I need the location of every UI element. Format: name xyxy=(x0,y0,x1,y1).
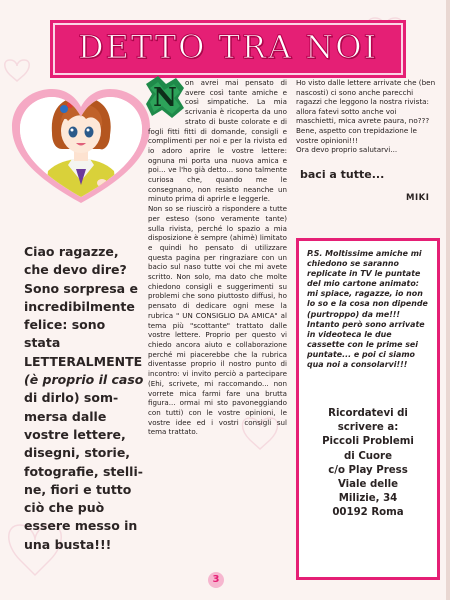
intro-line: che devo dire? xyxy=(24,262,127,278)
intro-line: LETTERALMENTE xyxy=(24,353,143,369)
address-line: Piccoli Problemi xyxy=(322,436,414,448)
article-right-column xyxy=(296,78,436,155)
mailing-address xyxy=(303,407,433,521)
intro-line: Ciao ragazze, xyxy=(24,244,119,259)
intro-text xyxy=(24,243,144,554)
intro-line: di dirlo) som- xyxy=(24,390,119,406)
article-middle-column xyxy=(148,78,287,437)
intro-line: fotografie, stelli- xyxy=(24,463,143,479)
article-paragraph: Ora devo proprio salutarvi... xyxy=(296,145,398,155)
intro-line: ne, fiori e tutto xyxy=(24,481,132,497)
intro-line: felice: sono stata xyxy=(24,317,106,351)
dropcap-letter: N xyxy=(153,83,177,113)
article-paragraph: on avrei mai pensato di avere così tante amiche e così simpatiche. La mia scrivania è ricoperta da uno strato di buste colorate e di fogli fitti fitti di domande, consigli e complimenti per noi e per la rivista ed io adoro aprire le vostre lettere: ognuna mi porta una nuova amica e poi... ve l'ho già detto... sono talmente curiosa che, quando me le consegnano, non resisto neanche un minuto prima di aprirle e leggerle. xyxy=(148,78,287,204)
address-line: di Cuore xyxy=(344,450,392,462)
intro-line: incredibilmente xyxy=(24,298,135,314)
address-line: c/o Play Press xyxy=(328,464,408,476)
article-paragraph: Non so se riuscirò a rispondere a tutte per esteso (sono veramente tante) sulla rivista, perché lo spazio a mia disposizione è sempre (ahimè) limitato e quindi ho pensato di utilizzare questa pagina per ringraziare con un bacio sul naso tutte voi che mi avete scritto. Non solo, ma dato che molte chiedono consigli e suggerimenti su problemi che sono piuttosto diffusi, ho pensato di dedicare ogni mese la rubrica " UN CONSIGLIO DA AMICA" al tema più "scottante" trattato dalle vostre lettere. Proprio per questo vi chiedo ancora aiuto e collaborazione perché mi piacerebbe che la rubrica diventasse proprio il nostro punto di incontro: vi invito perciò a partecipare (Ehi, scrivete, mi raccomando... non vorrete mica farmi fare una brutta figura... ormai mi sto pavoneggiando con tutti) con le vostre opinioni, le vostre idee ed i vostri consigli sul tema trattato. xyxy=(148,204,287,437)
title-banner xyxy=(50,20,406,78)
intro-line: essere messo in xyxy=(24,518,138,534)
ps-box xyxy=(296,238,440,580)
dropcap xyxy=(148,78,182,118)
page-title: DETTO TRA NOI xyxy=(77,28,379,66)
address-line: Ricordatevi di xyxy=(328,408,408,419)
address-line: scrivere a: xyxy=(337,422,399,434)
intro-line: una busta!!! xyxy=(24,536,112,552)
intro-line: ciò che può xyxy=(24,500,105,516)
article-paragraph: Ho visto dalle lettere arrivate che (ben nascosti) ci sono anche parecchi ragazzi che leggono la nostra rivista: allora fatevi sotto anche voi maschietti, mica avrete paura, no??? Bene, aspetto con trepidazione le vostre opinioni!!! xyxy=(296,78,436,145)
address-line: Viale delle xyxy=(337,479,399,491)
page-number: 3 xyxy=(208,572,224,588)
intro-line: Sono sorpresa e xyxy=(24,280,138,296)
ps-text: P.S. Moltissime amiche mi chiedono se saranno replicate in TV le puntate del mio cartone animato: mi spiace, ragazze, io non lo so e la cosa non dipende (purtroppo) da me!!! Intanto però sono arrivate in videoteca le due cassette con le prime sei puntate... e poi ci siamo qua noi a consolarvi!!! xyxy=(307,249,428,370)
intro-line: (è proprio il caso xyxy=(24,372,144,388)
intro-line: disegni, storie, xyxy=(24,445,131,461)
closing-greeting: baci a tutte... xyxy=(300,168,385,181)
page-edge xyxy=(446,0,450,600)
intro-line: vostre lettere, xyxy=(24,426,126,442)
author-signature: MIKI xyxy=(406,193,430,203)
dropcap-leaf-icon xyxy=(144,74,186,120)
address-line: 00192 Roma xyxy=(332,507,404,519)
character-illustration xyxy=(6,85,156,205)
intro-line: mersa dalle xyxy=(24,408,107,424)
address-line: Milizie, 34 xyxy=(338,493,398,505)
heart-portrait xyxy=(6,85,156,205)
